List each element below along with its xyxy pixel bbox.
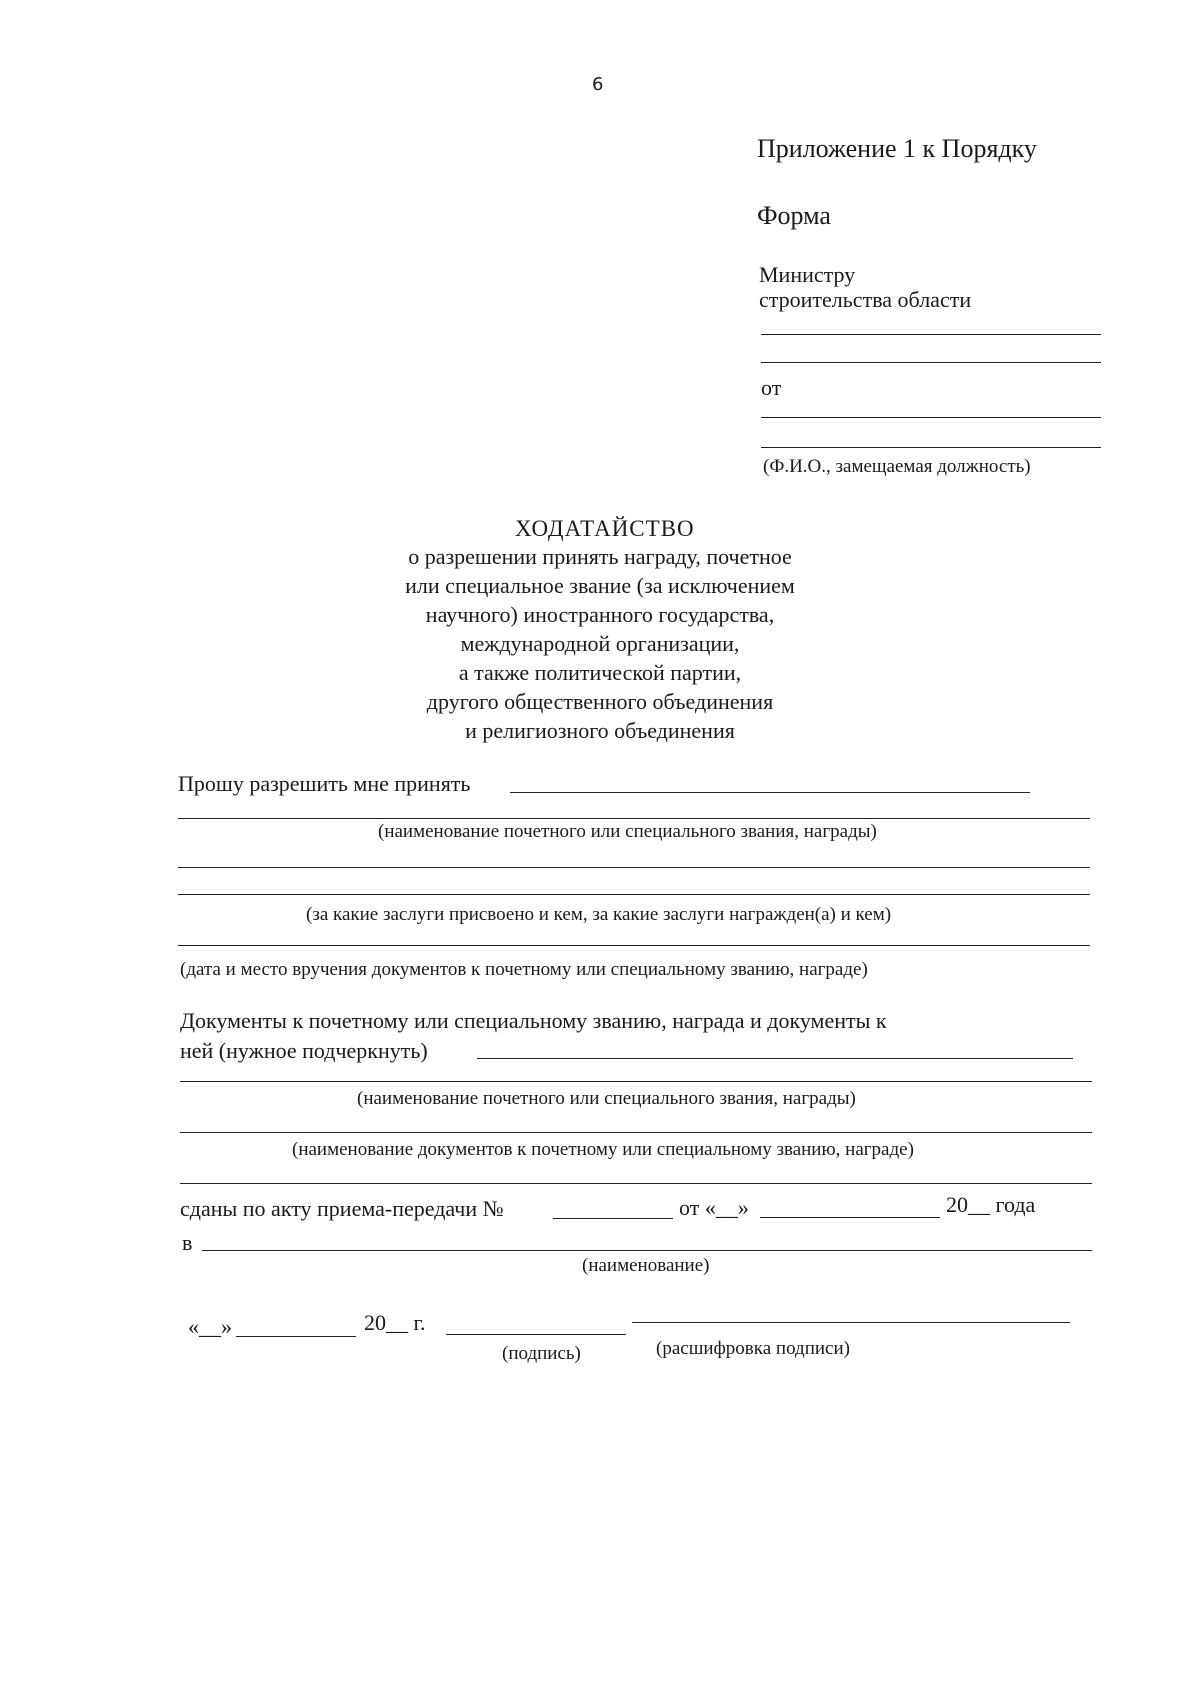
merits-blank-2[interactable]: [178, 894, 1090, 895]
docs-blank[interactable]: [477, 1058, 1073, 1059]
footer-date-quote: «__»: [188, 1314, 232, 1339]
addressee-line-1: Министру: [759, 262, 856, 287]
page-number: 6: [592, 74, 604, 95]
signature-decode-blank[interactable]: [632, 1322, 1070, 1323]
date-place-blank[interactable]: [178, 945, 1090, 946]
addressee-blank-1[interactable]: [761, 334, 1101, 335]
caption-date: (дата и место вручения документов к почетному или специальному званию, награде): [180, 959, 868, 980]
caption-signature: (подпись): [502, 1343, 581, 1364]
docs-names-blank[interactable]: [180, 1132, 1092, 1133]
caption-merits: (за какие заслуги присвоено и кем, за какие заслуги награжден(а) и кем): [306, 904, 892, 925]
subtitle-line-2: или специальное звание (за исключением: [405, 573, 795, 598]
appendix-label: Приложение 1 к Порядку: [757, 134, 1037, 163]
docs-text-line-1: Документы к почетному или специальному званию, награда и документы к: [180, 1008, 887, 1033]
merits-blank-1[interactable]: [178, 867, 1090, 868]
in-label: в: [182, 1230, 193, 1255]
addressee-blank-2[interactable]: [761, 362, 1101, 363]
from-blank-2[interactable]: [761, 447, 1101, 448]
docs-text-line-2: ней (нужное подчеркнуть): [180, 1038, 428, 1063]
caption-signature-decode: (расшифровка подписи): [656, 1338, 850, 1359]
handed-from-label: от «__»: [679, 1195, 749, 1220]
handed-year-label: 20__ года: [946, 1192, 1036, 1217]
caption-title-2: (наименование почетного или специального звания, награды): [357, 1088, 856, 1109]
from-label: от: [761, 375, 782, 400]
request-label: Прошу разрешить мне принять: [178, 771, 471, 796]
handed-label: сданы по акту приема-передачи №: [180, 1196, 504, 1221]
from-caption: (Ф.И.О., замещаемая должность): [763, 456, 1031, 477]
subtitle-line-1: о разрешении принять награду, почетное: [408, 544, 792, 569]
footer-year-label: 20__ г.: [364, 1310, 426, 1335]
caption-name: (наименование): [582, 1255, 710, 1276]
from-blank-1[interactable]: [761, 417, 1101, 418]
subtitle-line-7: и религиозного объединения: [465, 718, 735, 743]
docs-title-blank[interactable]: [180, 1081, 1092, 1082]
request-blank[interactable]: [510, 792, 1030, 793]
subtitle-line-5: а также политической партии,: [458, 660, 742, 685]
form-label: Форма: [757, 201, 831, 230]
caption-docs: (наименование документов к почетному или специальному званию, награде): [292, 1139, 914, 1160]
signature-blank[interactable]: [446, 1334, 626, 1335]
footer-month-blank[interactable]: [236, 1336, 356, 1337]
caption-title: (наименование почетного или специального звания, награды): [378, 821, 877, 842]
document-title: ХОДАТАЙСТВО: [515, 516, 695, 541]
title-blank-line[interactable]: [178, 818, 1090, 819]
act-date-blank[interactable]: [760, 1217, 940, 1218]
docs-extra-blank[interactable]: [180, 1183, 1092, 1184]
act-number-blank[interactable]: [553, 1218, 673, 1219]
organization-blank[interactable]: [202, 1250, 1092, 1251]
subtitle-line-6: другого общественного объединения: [426, 689, 774, 714]
title-subtitle: [380, 542, 820, 745]
subtitle-line-4: международной организации,: [460, 631, 740, 656]
addressee-line-2: строительства области: [759, 287, 972, 312]
subtitle-line-3: научного) иностранного государства,: [425, 602, 775, 627]
